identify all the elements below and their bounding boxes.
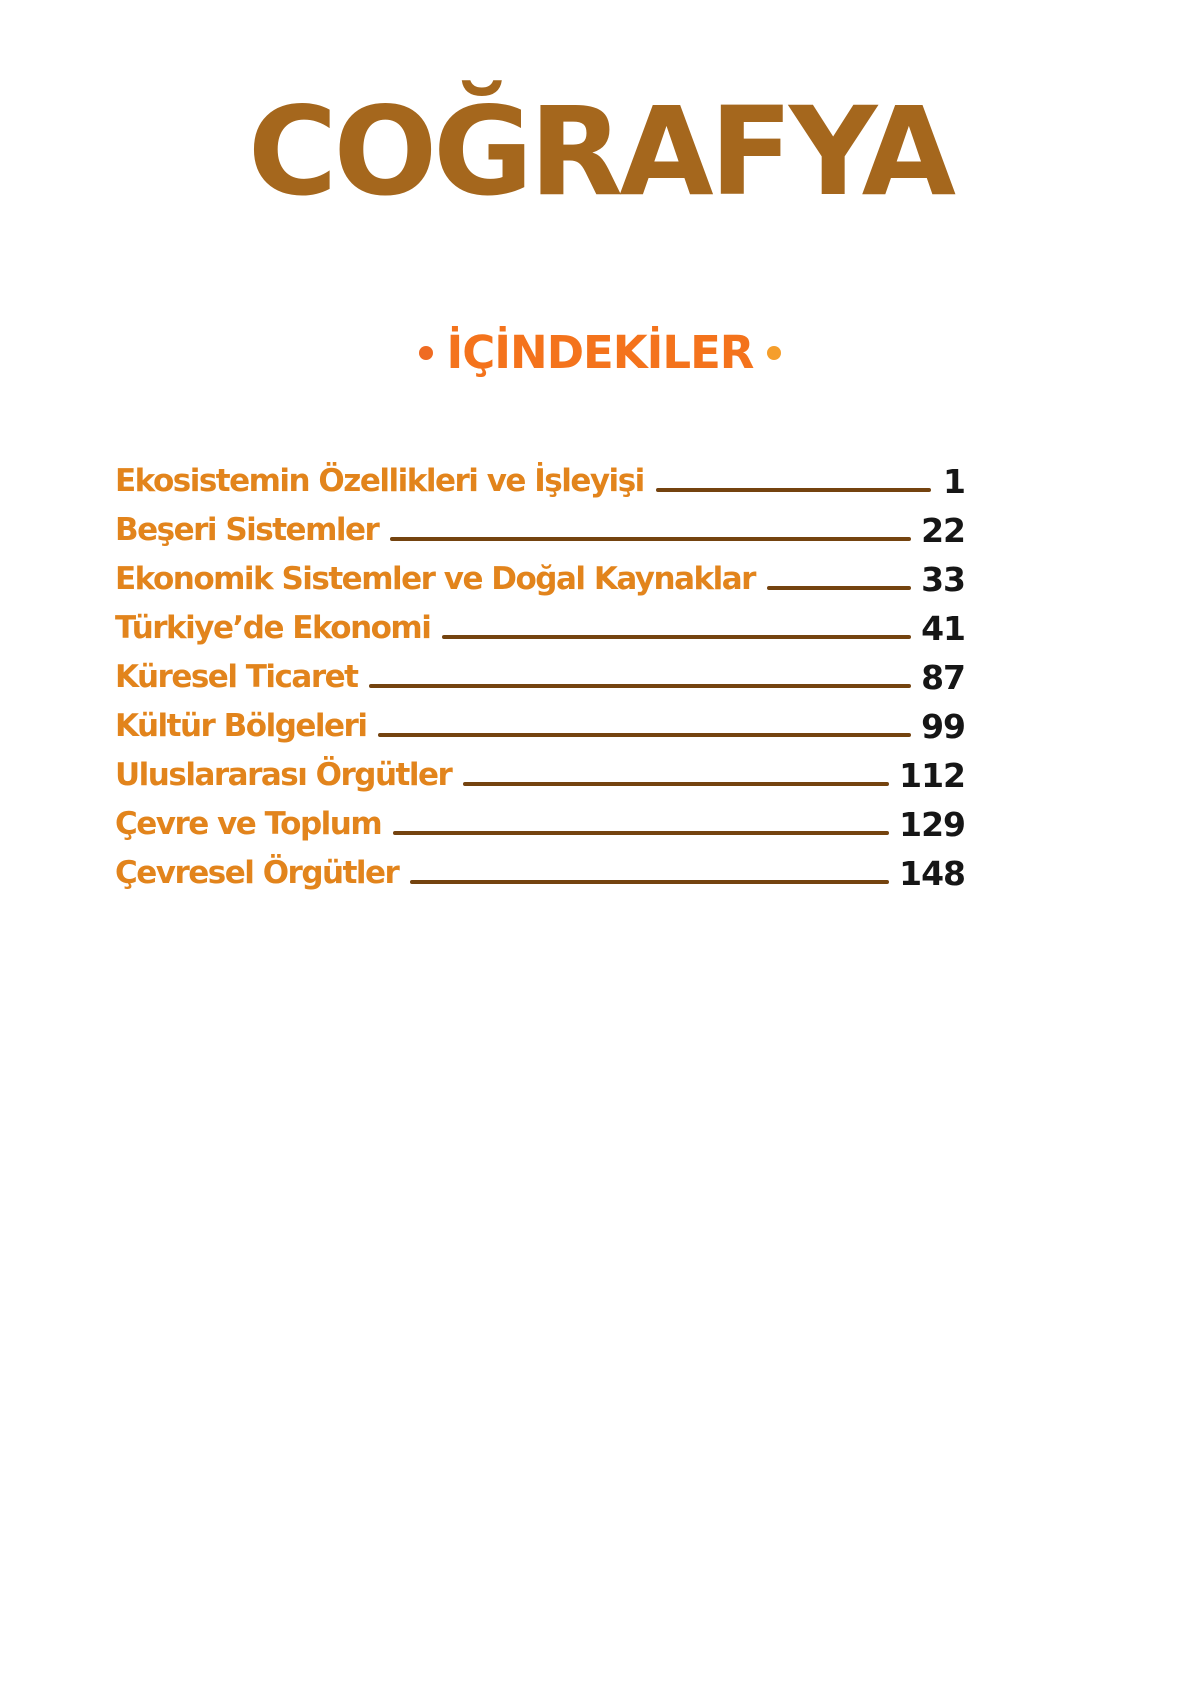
toc-leader-line — [410, 880, 889, 885]
toc-leader-line — [369, 684, 911, 689]
toc-row — [115, 604, 965, 653]
toc-entry-label: Ekosistemin Özellikleri ve İşleyişi — [115, 463, 644, 500]
toc-entry-label: Çevre ve Toplum — [115, 806, 382, 843]
toc-entry-label: Beşeri Sistemler — [115, 512, 379, 549]
toc-leader-line — [390, 537, 911, 542]
toc-row — [115, 653, 965, 702]
contents-heading: İÇİNDEKİLER — [446, 326, 754, 380]
toc-entry-label: Çevresel Örgütler — [115, 855, 399, 892]
toc-entry-label: Ekonomik Sistemler ve Doğal Kaynaklar — [115, 561, 755, 598]
toc-entry-label: Küresel Ticaret — [115, 659, 358, 696]
toc-leader-line — [442, 635, 911, 640]
toc-entry-label: Kültür Bölgeleri — [115, 708, 367, 745]
toc-row — [115, 751, 965, 800]
toc-leader-line — [767, 586, 911, 591]
toc-page-number: 87 — [921, 658, 965, 698]
book-title: COĞRAFYA — [247, 81, 953, 223]
toc-row — [115, 800, 965, 849]
toc-row — [115, 849, 965, 898]
toc-page-number: 148 — [899, 854, 965, 894]
bullet-dot-left-icon — [419, 346, 433, 360]
toc-leader-line — [393, 831, 889, 836]
contents-heading-row — [0, 326, 1200, 380]
toc-page-number: 99 — [921, 707, 965, 747]
toc-row — [115, 702, 965, 751]
toc-entry-label: Uluslararası Örgütler — [115, 757, 452, 794]
toc-page-number: 41 — [921, 609, 965, 649]
toc-page-number: 33 — [921, 560, 965, 600]
bullet-dot-right-icon — [767, 346, 781, 360]
toc-leader-line — [656, 488, 931, 493]
toc-page-number: 1 — [943, 462, 965, 502]
toc-row — [115, 555, 965, 604]
toc-leader-line — [463, 782, 889, 787]
toc-entry-label: Türkiye’de Ekonomi — [115, 610, 431, 647]
toc-row — [115, 457, 965, 506]
toc-page-number: 129 — [899, 805, 965, 845]
toc-list — [0, 457, 1200, 898]
toc-leader-line — [378, 733, 911, 738]
toc-page-number: 112 — [899, 756, 965, 796]
toc-row — [115, 506, 965, 555]
toc-page-number: 22 — [921, 511, 965, 551]
